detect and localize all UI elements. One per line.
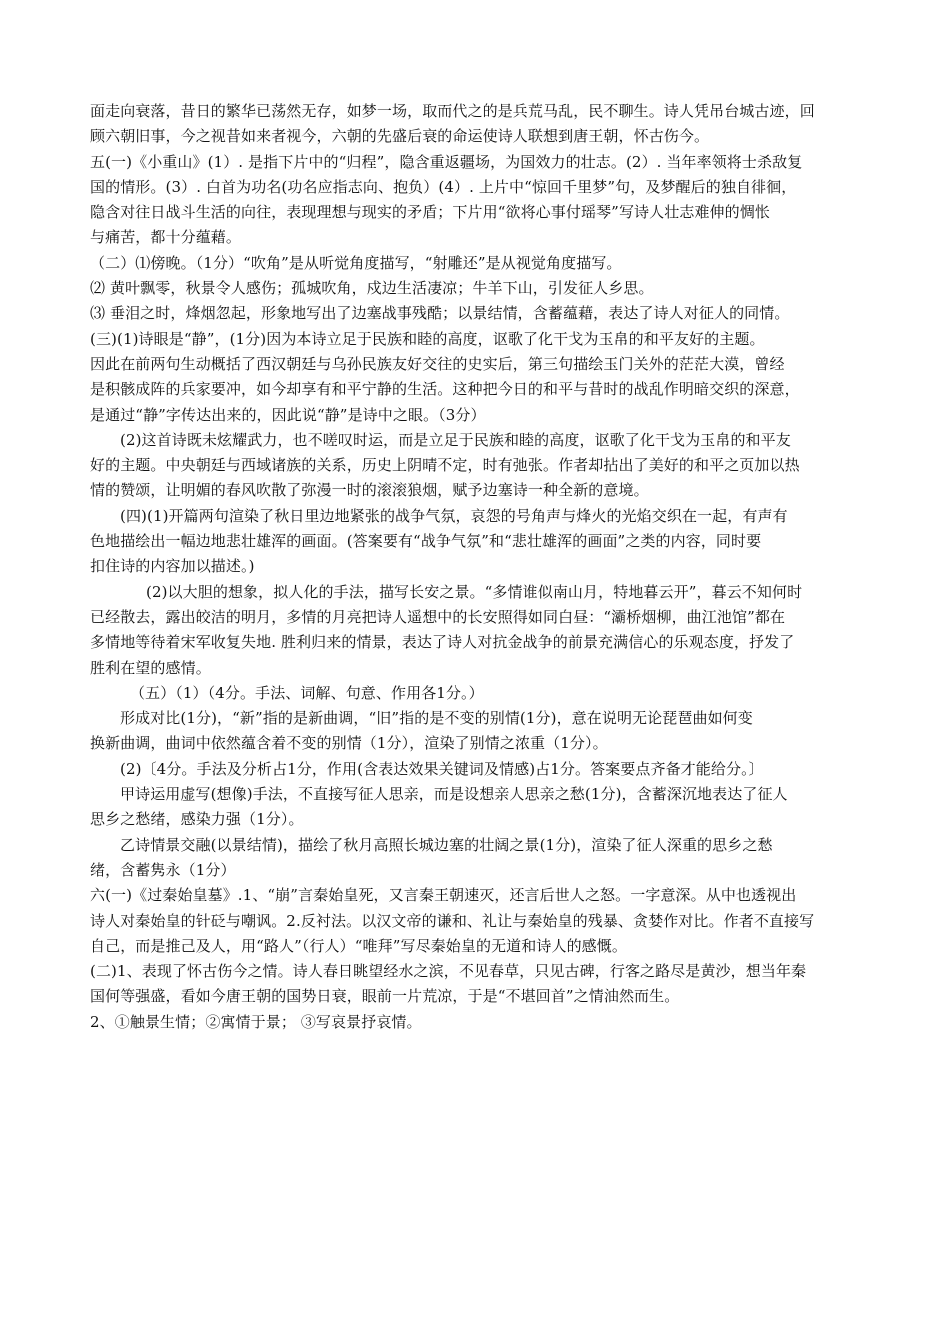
text-line: (2)以大胆的想象，拟人化的手法，描写长安之景。“多情谁似南山月，特地暮云开”，暮云不知何时 bbox=[146, 582, 803, 601]
text-line: 已经散去，露出皎洁的明月，多情的月亮把诗人遥想中的长安照得如同白昼：“灞桥烟柳，曲江池馆”都在 bbox=[90, 607, 786, 626]
text-line: 自己，而是推己及人，用“路人”（行人）“唯拜”写尽秦始皇的无道和诗人的感慨。 bbox=[90, 936, 627, 955]
text-line: （五）（1）（4分。手法、词解、句意、作用各1分。） bbox=[130, 683, 484, 702]
text-line: 因此在前两句生动概括了西汉朝廷与乌孙民族友好交往的史实后，第三句描绘玉门关外的茫茫大漠，曾经 bbox=[90, 354, 785, 373]
text-line: 是积骸成阵的兵家要冲，如今却享有和平宁静的生活。这种把今日的和平与昔时的战乱作明暗交织的深意， bbox=[90, 380, 800, 399]
text-line: 绪，含蓄隽永（1分） bbox=[90, 860, 236, 879]
document-page bbox=[90, 99, 862, 1035]
text-line: 换新曲调，曲词中依然蕴含着不变的别情（1分），渲染了别情之浓重（1分）。 bbox=[90, 734, 608, 753]
text-line: 乙诗情景交融(以景结情)，描绘了秋月高照长城边塞的壮阔之景(1分)，渲染了征人深重的思乡之愁 bbox=[120, 835, 773, 854]
text-line: 思乡之愁绪，感染力强（1分）。 bbox=[90, 810, 304, 829]
text-line: （二）⑴傍晚。（1分）“吹角”是从听觉角度描写，“射雕还”是从视觉角度描写。 bbox=[90, 253, 622, 272]
text-line: 形成对比(1分)，“新”指的是新曲调，“旧”指的是不变的别情(1分)，意在说明无论琵琶曲如何变 bbox=[120, 709, 753, 728]
text-line: (四)(1)开篇两句渲染了秋日里边地紧张的战争气氛，哀怨的号角声与烽火的光焰交织在一起，有声有 bbox=[120, 506, 788, 525]
text-line: 色地描绘出一幅边地悲壮雄浑的画面。(答案要有“战争气氛”和“悲壮雄浑的画面”之类的内容，同时要 bbox=[90, 532, 762, 551]
text-line: 隐含对往日战斗生活的向往，表现理想与现实的矛盾；下片用“欲将心事付瑶琴”写诗人壮志难伸的惆怅 bbox=[90, 203, 770, 222]
text-line: 胜利在望的感情。 bbox=[90, 658, 211, 677]
text-line: 六(一)《过秦始皇墓》.1、“崩”言秦始皇死，又言秦王朝速灭，还言后世人之怒。一字意深。从中也透视出 bbox=[90, 886, 797, 905]
text-line: 扣住诗的内容加以描述。) bbox=[90, 557, 255, 576]
text-line: 与痛苦，都十分蕴藉。 bbox=[90, 228, 242, 247]
text-line: 国何等强盛，看如今唐王朝的国势日衰，眼前一片荒凉，于是“不堪回首”之情油然而生。 bbox=[90, 987, 680, 1006]
text-line: ⑶ 垂泪之时，烽烟忽起，形象地写出了边塞战事残酷；以景结情，含蓄蕴藉，表达了诗人对征人的同情。 bbox=[90, 304, 790, 323]
text-line: 是通过“静”字传达出来的，因此说“静”是诗中之眼。（3分） bbox=[90, 405, 486, 424]
text-line: ⑵ 黄叶飘零，秋景令人感伤；孤城吹角，戍边生活凄凉；牛羊下山，引发征人乡思。 bbox=[90, 279, 654, 298]
text-line: 面走向衰落，昔日的繁华已荡然无存，如梦一场，取而代之的是兵荒马乱，民不聊生。诗人凭吊台城古迹，回 bbox=[90, 102, 815, 120]
text-line: 情的赞颂，让明媚的春风吹散了弥漫一时的滚滚狼烟，赋予边塞诗一种全新的意境。 bbox=[90, 481, 649, 500]
text-line: 多情地等待着宋军收复失地. 胜利归来的情景，表达了诗人对抗金战争的前景充满信心的乐观态度，抒发了 bbox=[90, 633, 795, 652]
text-line: 2、①触景生情；②寓情于景； ③写哀景抒哀情。 bbox=[90, 1012, 422, 1031]
text-line: (2)〔4分。手法及分析占1分，作用(含表达效果关键词及情感)占1分。答案要点齐备才能给分。〕 bbox=[120, 759, 764, 778]
text-line: (三)(1)诗眼是“静”，(1分)因为本诗立足于民族和睦的高度，讴歌了化干戈为玉帛的和平友好的主题。 bbox=[90, 329, 765, 348]
text-line: 好的主题。中央朝廷与西域诸族的关系，历史上阴晴不定，时有弛张。作者却拈出了美好的和平之页加以热 bbox=[90, 456, 800, 475]
text-line: 五(一)《小重山》(1）. 是指下片中的“归程”，隐含重返疆场，为国效力的壮志。(2）. 当年率领将士杀敌复 bbox=[90, 152, 803, 171]
text-line: 诗人对秦始皇的针砭与嘲讽。2.反衬法。以汉文帝的谦和、礼让与秦始皇的残暴、贪婪作对比。作者不直接写 bbox=[90, 911, 815, 930]
text-line: 甲诗运用虚写(想像)手法，不直接写征人思亲，而是设想亲人思亲之愁(1分)，含蓄深沉地表达了征人 bbox=[120, 785, 788, 804]
text-line: 国的情形。(3）. 白首为功名(功名应指志向、抱负）(4）. 上片中“惊回千里梦”句，及梦醒后的独自徘徊， bbox=[90, 177, 797, 196]
text-line: (二)1、表现了怀古伤今之情。诗人春日眺望经水之滨，不见春草，只见古碑，行客之路尽是黄沙，想当年秦 bbox=[90, 962, 807, 981]
text-line: (2)这首诗既未炫耀武力，也不嗟叹时运，而是立足于民族和睦的高度，讴歌了化干戈为玉帛的和平友 bbox=[120, 430, 791, 449]
text-line: 顾六朝旧事，今之视昔如来者视今，六朝的先盛后衰的命运使诗人联想到唐王朝，怀古伤今。 bbox=[90, 127, 710, 146]
